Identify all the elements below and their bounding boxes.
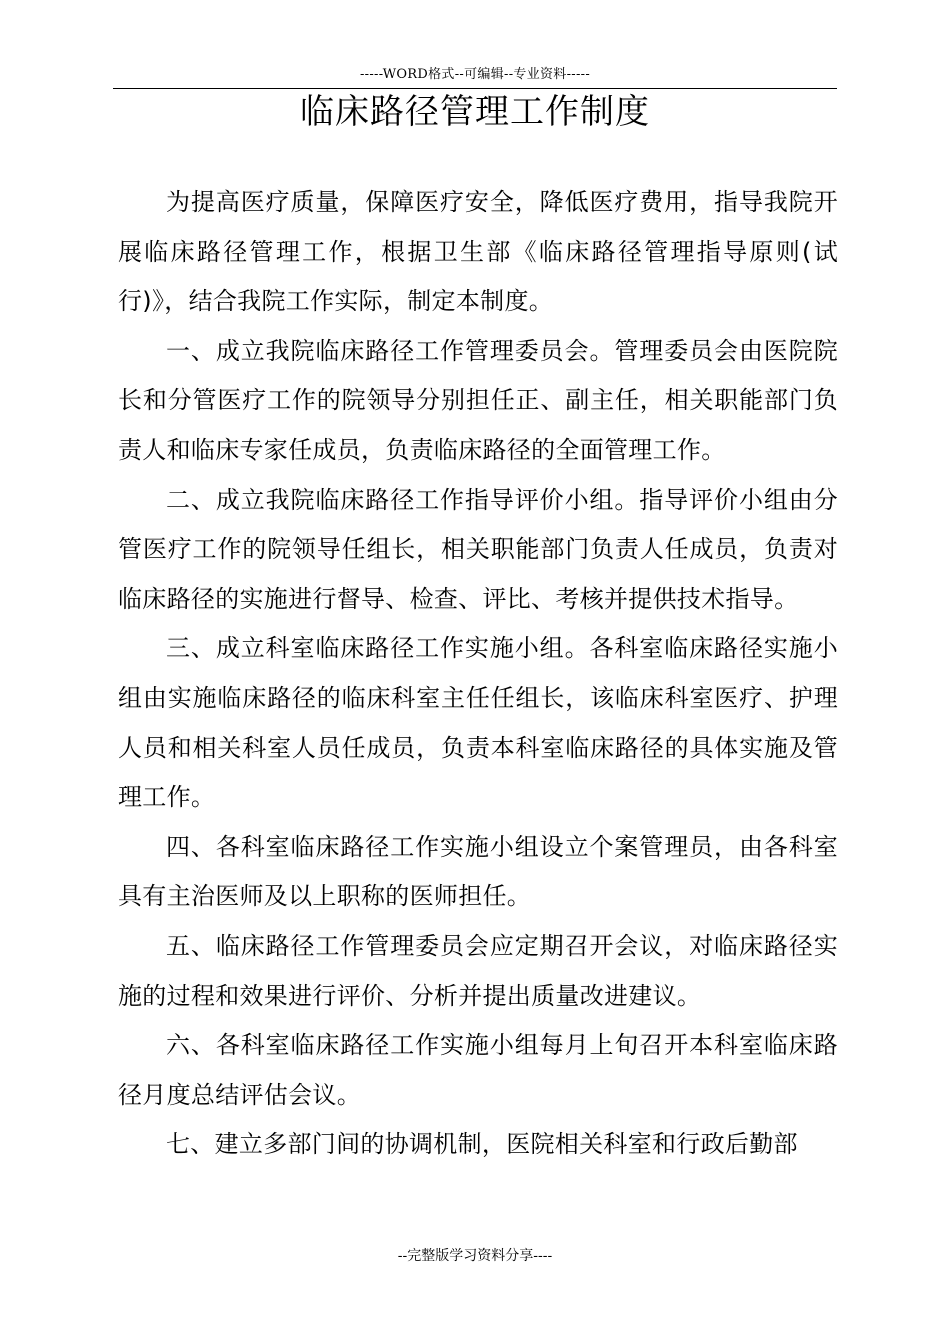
paragraph-1: 一、成立我院临床路径工作管理委员会。管理委员会由医院院长和分管医疗工作的院领导分别担任正、副主任，相关职能部门负责人和临床专家任成员，负责临床路径的全面管理工作。 bbox=[118, 336, 838, 464]
paragraph-intro: 为提高医疗质量，保障医疗安全，降低医疗费用，指导我院开展临床路径管理工作，根据卫生部《临床路径管理指导原则(试行)》，结合我院工作实际，制定本制度。 bbox=[118, 188, 838, 316]
paragraph-6: 六、各科室临床路径工作实施小组每月上旬召开本科室临床路径月度总结评估会议。 bbox=[118, 1031, 838, 1109]
page-footer: --完整版学习资料分享---- bbox=[397, 1248, 553, 1264]
paragraph-5: 五、临床路径工作管理委员会应定期召开会议，对临床路径实施的过程和效果进行评价、分析并提出质量改进建议。 bbox=[118, 931, 838, 1010]
paragraph-4: 四、各科室临床路径工作实施小组设立个案管理员，由各科室具有主治医师及以上职称的医师担任。 bbox=[118, 832, 838, 911]
document-body bbox=[118, 178, 838, 1170]
paragraph-7: 七、建立多部门间的协调机制，医院相关科室和行政后勤部 bbox=[166, 1130, 798, 1159]
document-title: 临床路径管理工作制度 bbox=[300, 92, 650, 132]
paragraph-2: 二、成立我院临床路径工作指导评价小组。指导评价小组由分管医疗工作的院领导任组长，相关职能部门负责人任成员，负责对临床路径的实施进行督导、检查、评比、考核并提供技术指导。 bbox=[118, 485, 838, 613]
paragraph-3: 三、成立科室临床路径工作实施小组。各科室临床路径实施小组由实施临床路径的临床科室主任任组长，该临床科室医疗、护理人员和相关科室人员任成员，负责本科室临床路径的具体实施及管理工作。 bbox=[118, 634, 838, 812]
page-header: -----WORD格式--可编辑--专业资料----- bbox=[359, 67, 591, 82]
